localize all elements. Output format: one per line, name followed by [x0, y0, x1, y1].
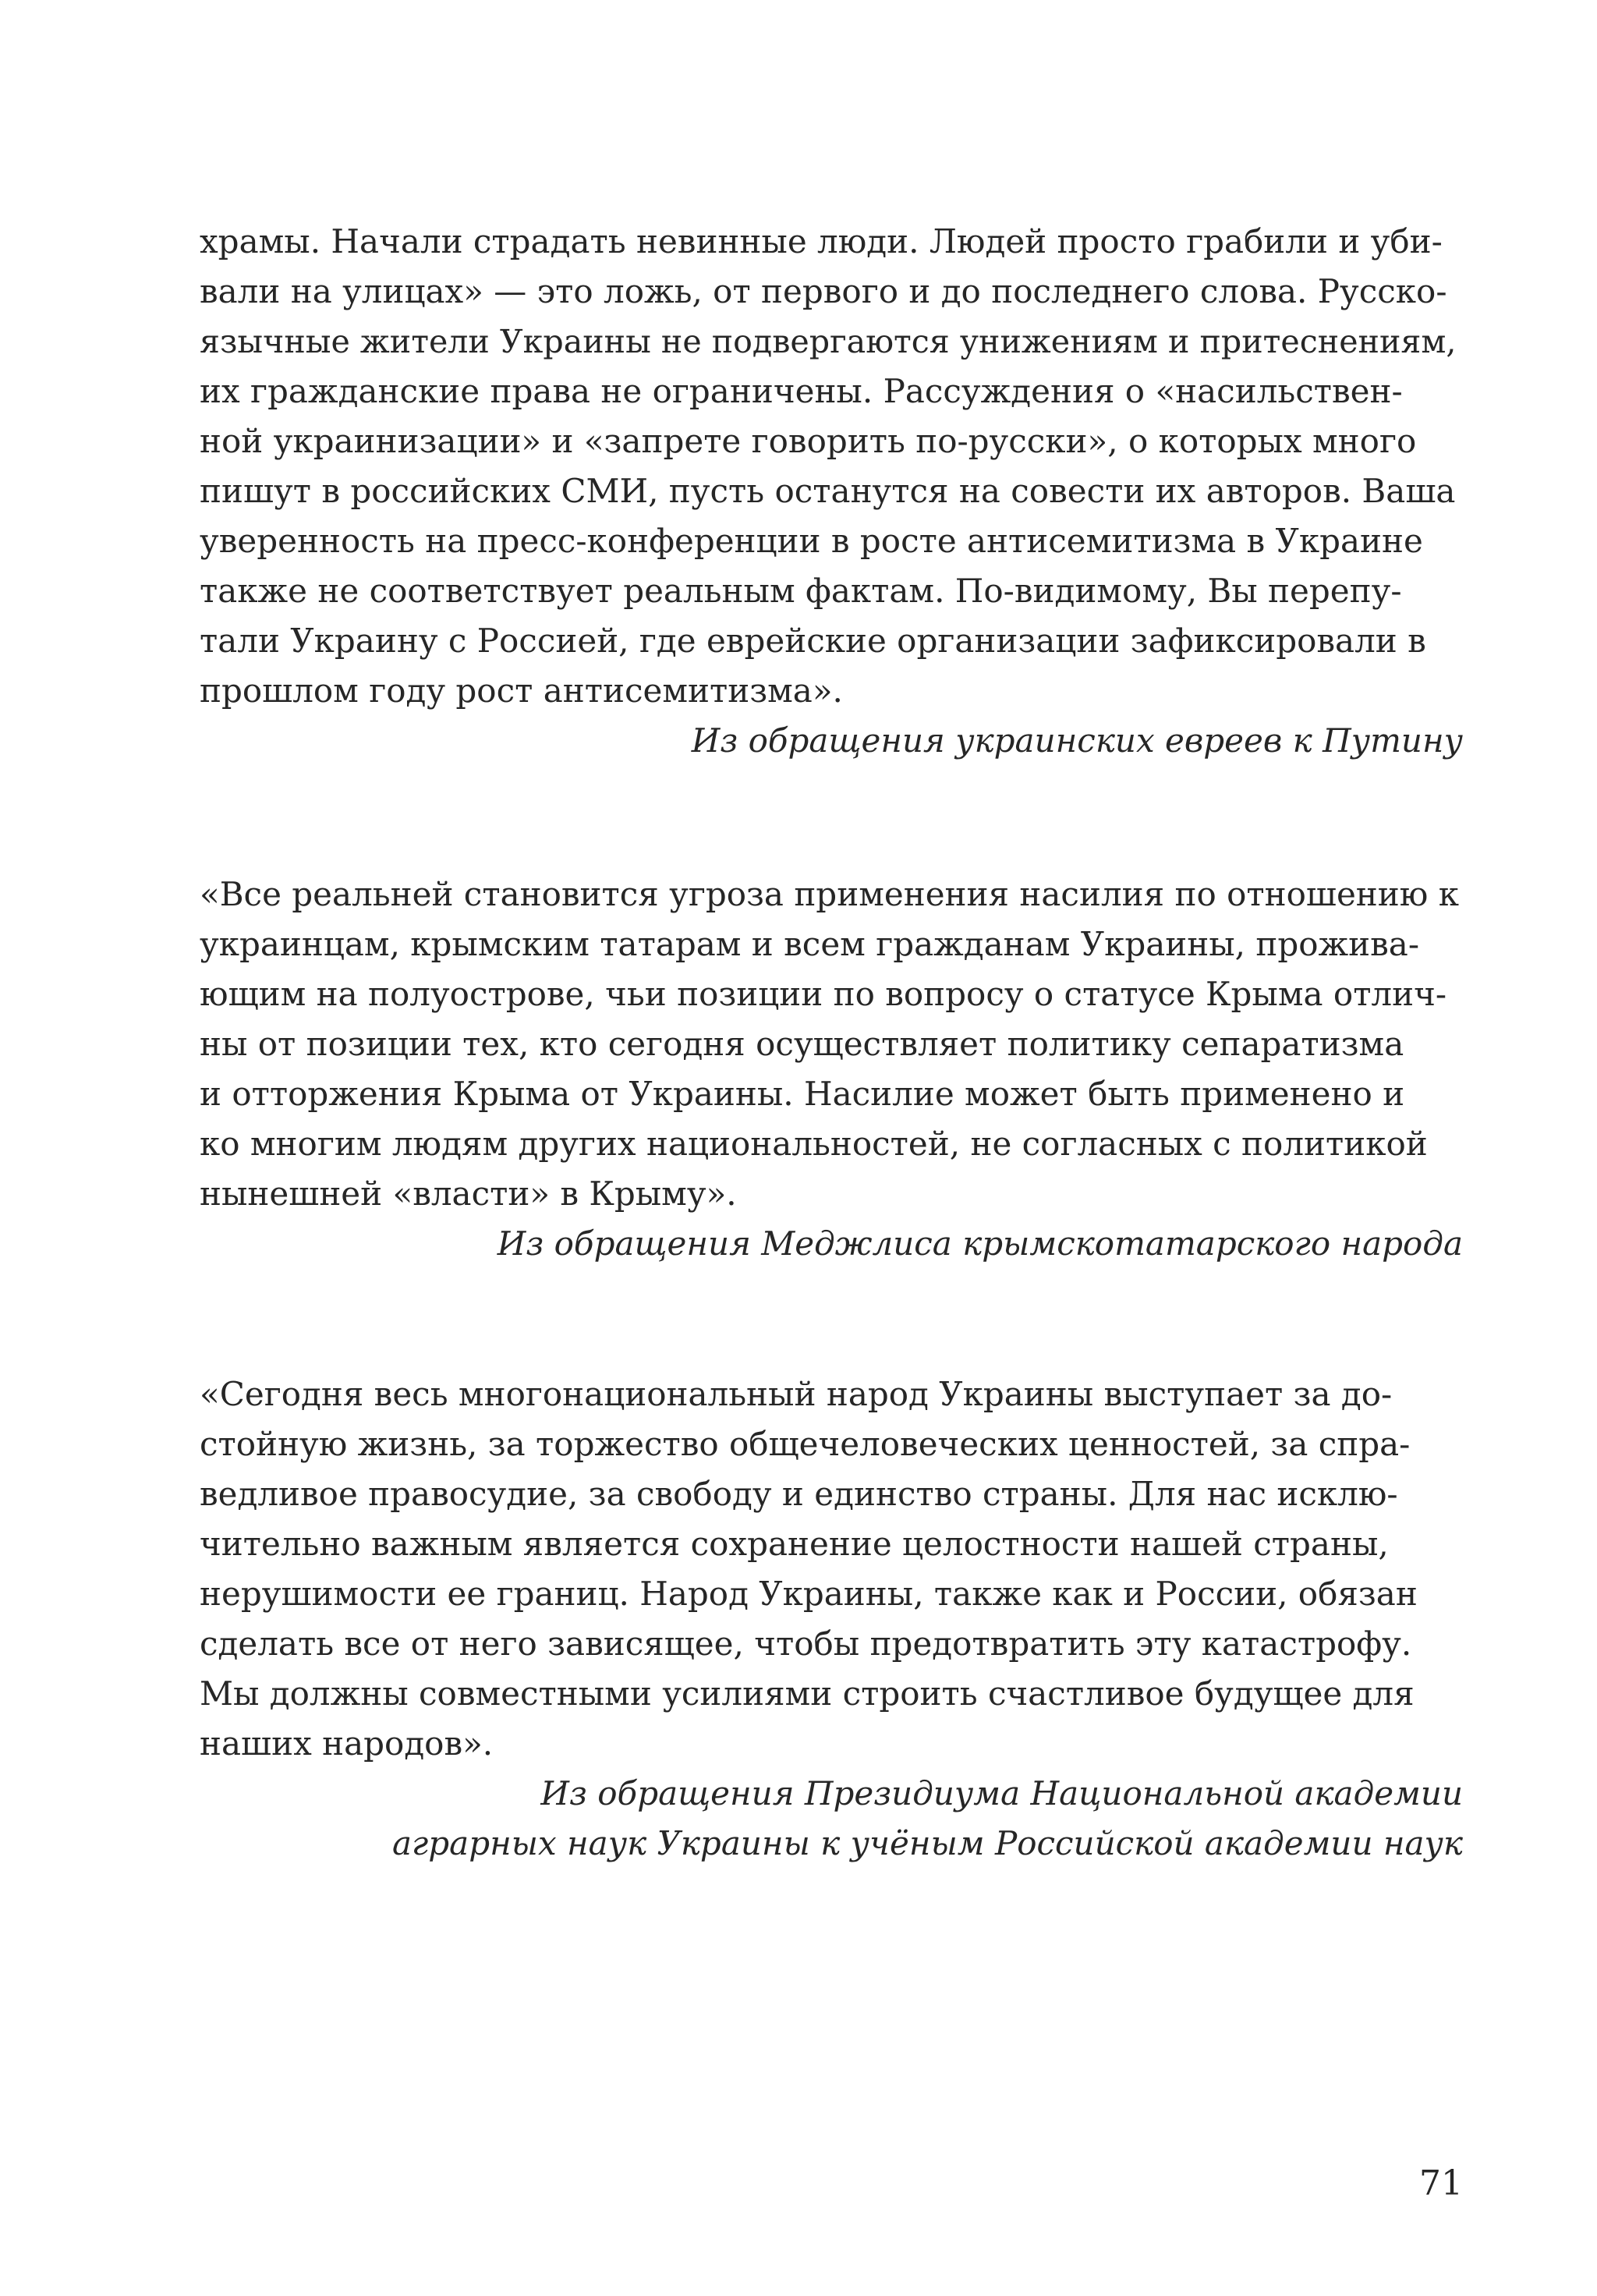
quote-line: ко многим людям других национальностей, не согласных с политикой [200, 1125, 1428, 1163]
page-number: 71 [1419, 2163, 1463, 2203]
quote-line: их гражданские права не ограничены. Рассуждения о «насильствен- [200, 372, 1403, 410]
quote-line: наших народов». [200, 1724, 494, 1763]
quote-line: сделать все от него зависящее, чтобы предотвратить эту катастрофу. [200, 1625, 1412, 1663]
quote-line: ведливое правосудие, за свободу и единство страны. Для нас исклю- [200, 1475, 1398, 1513]
quote-block-ukrainian-jews [200, 217, 1463, 766]
quote-line: «Сегодня весь многонациональный народ Украины выступает за до- [200, 1375, 1393, 1413]
quote-line: и отторжения Крыма от Украины. Насилие может быть применено и [200, 1075, 1405, 1113]
quote-attribution: Из обращения Президиума Национальной академии [540, 1774, 1463, 1812]
quote-line: ной украинизации» и «запрете говорить по-русски», о которых много [200, 422, 1417, 460]
quote-line: «Все реальней становится угроза применения насилия по отношению к [200, 875, 1459, 913]
quote-line: стойную жизнь, за торжество общечеловеческих ценностей, за спра- [200, 1425, 1411, 1463]
quote-line: ющим на полуострове, чьи позиции по вопросу о статусе Крыма отлич- [200, 975, 1447, 1013]
quote-line: пишут в российских СМИ, пусть останутся на совести их авторов. Ваша [200, 472, 1456, 510]
quote-block-agrarian-academy [200, 1369, 1463, 1869]
quote-line: уверенность на пресс-конференции в росте антисемитизма в Украине [200, 522, 1423, 560]
quote-line: язычные жители Украины не подвергаются унижениям и притеснениям, [200, 323, 1457, 360]
quote-line: тали Украину с Россией, где еврейские организации зафиксировали в [200, 622, 1426, 660]
quote-line: украинцам, крымским татарам и всем гражданам Украины, прожива- [200, 925, 1420, 963]
quote-line: Мы должны совместными усилиями строить счастливое будущее для [200, 1674, 1415, 1713]
quote-attribution: аграрных наук Украины к учёным Российской академии наук [392, 1824, 1463, 1862]
quote-line: вали на улицах» — это ложь, от первого и до последнего слова. Русско- [200, 272, 1447, 310]
quote-line: нерушимости ее границ. Народ Украины, также как и России, обязан [200, 1575, 1418, 1613]
quote-line: прошлом году рост антисемитизма». [200, 671, 843, 710]
quote-line: чительно важным является сохранение целостности нашей страны, [200, 1525, 1389, 1563]
quote-line: ны от позиции тех, кто сегодня осуществляет политику сепаратизма [200, 1025, 1404, 1063]
quote-block-mejlis [200, 870, 1463, 1269]
quote-attribution: Из обращения Меджлиса крымскотатарского народа [497, 1224, 1463, 1263]
quote-attribution: Из обращения украинских евреев к Путину [691, 721, 1463, 760]
quote-line: также не соответствует реальным фактам. По-видимому, Вы перепу- [200, 572, 1402, 610]
quote-line: храмы. Начали страдать невинные люди. Людей просто грабили и уби- [200, 222, 1443, 260]
quote-line: нынешней «власти» в Крыму». [200, 1175, 737, 1213]
